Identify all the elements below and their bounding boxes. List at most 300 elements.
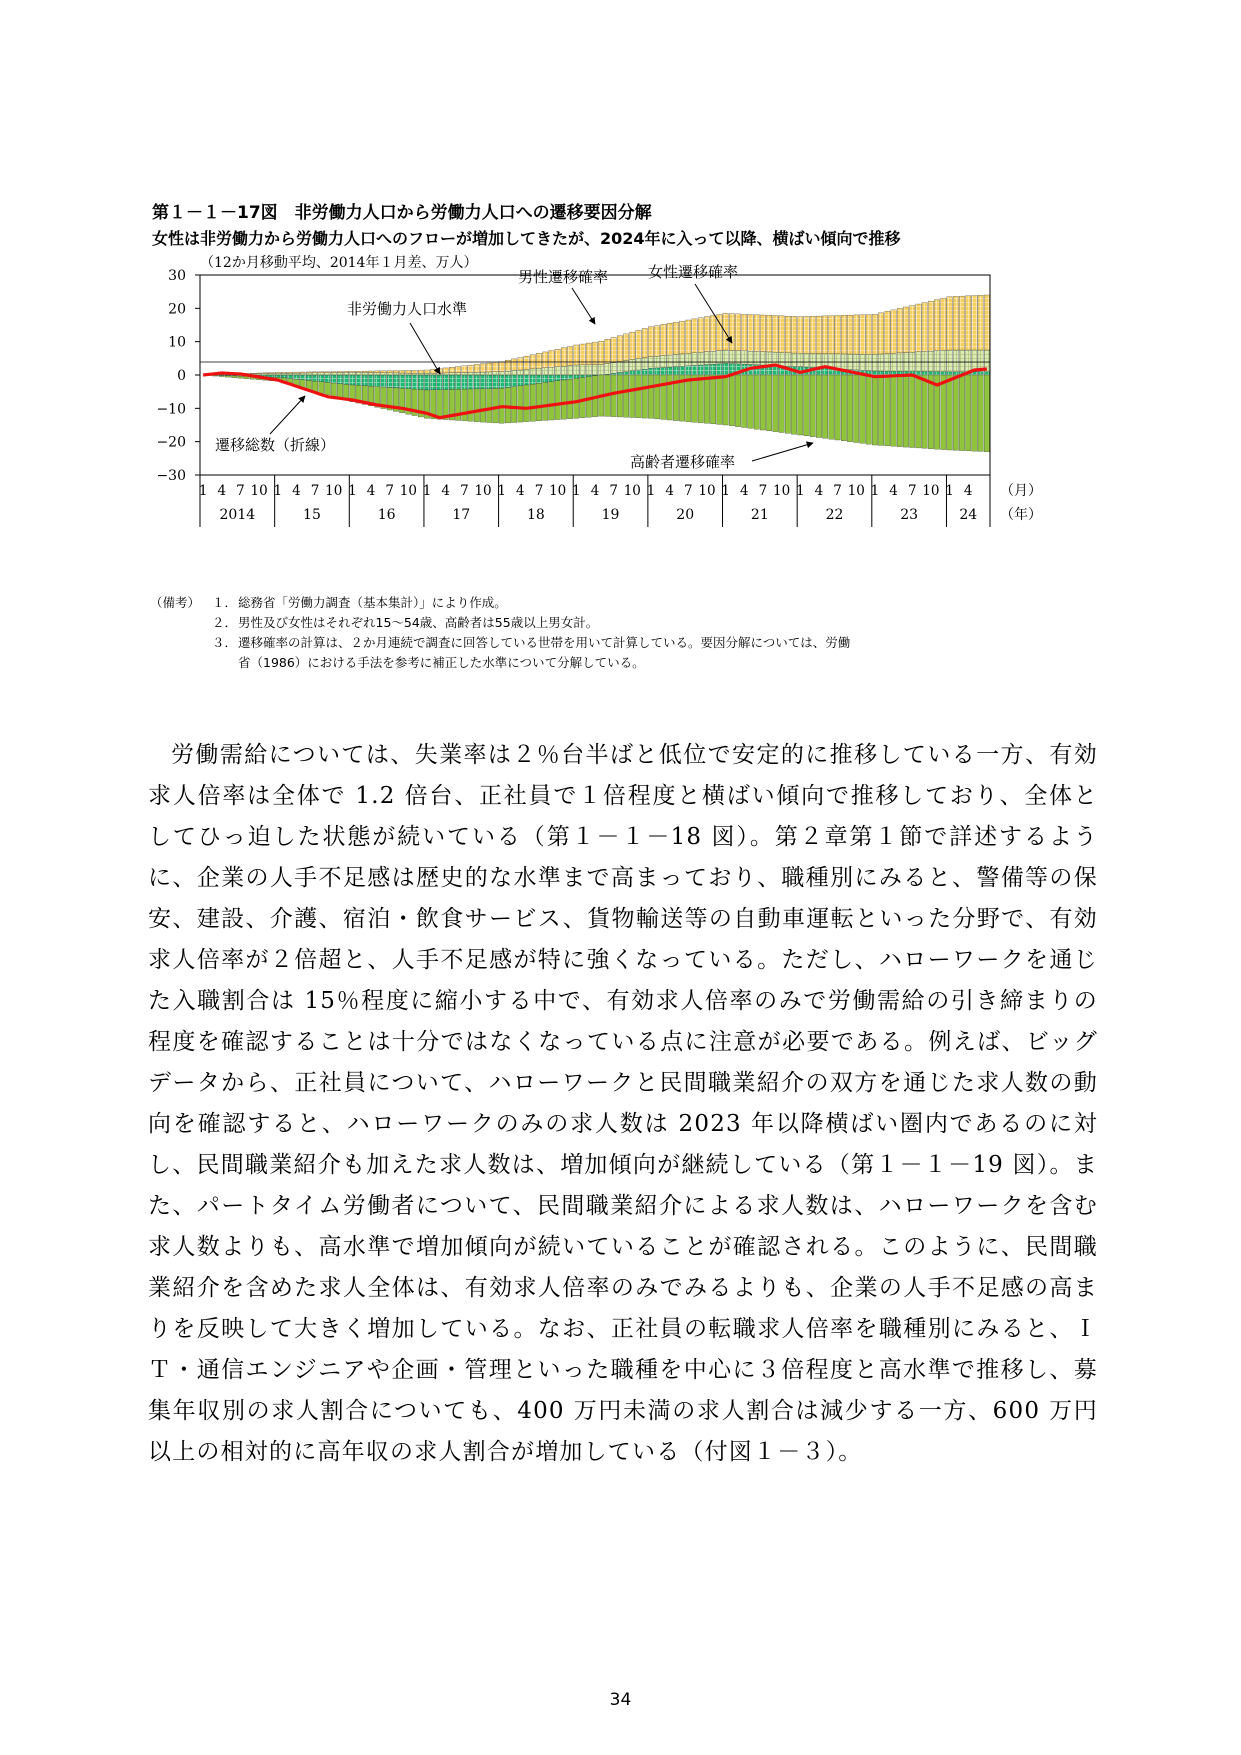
month-tick-label: 7 (684, 483, 693, 499)
elderly-bar (804, 375, 809, 436)
male-bar (281, 373, 286, 375)
female-bar (829, 316, 834, 354)
male-bar (779, 353, 784, 366)
y-tick-label: 10 (168, 334, 186, 351)
figure-notes (150, 593, 1118, 673)
male-bar (866, 354, 871, 370)
male-bar (431, 373, 436, 375)
elderly-bar (580, 378, 585, 418)
elderly-bar (524, 385, 529, 422)
level-bar (704, 365, 709, 375)
male-bar (810, 354, 815, 368)
female-bar (567, 346, 572, 365)
elderly-bar (213, 375, 218, 376)
page-number: 34 (609, 1690, 632, 1710)
female-bar (250, 373, 255, 374)
month-tick-label: 7 (385, 483, 395, 499)
level-bar (717, 364, 722, 375)
female-bar (941, 298, 946, 350)
level-bar (928, 372, 933, 376)
elderly-bar (518, 386, 523, 422)
elderly-bar (319, 382, 324, 393)
level-bar (692, 365, 697, 375)
female-bar (910, 306, 915, 353)
level-bar (331, 375, 336, 383)
level-bar (511, 375, 516, 387)
elderly-bar (238, 376, 243, 378)
level-bar (480, 375, 485, 389)
male-bar (667, 355, 672, 367)
elderly-bar (972, 375, 977, 451)
female-bar (723, 313, 728, 350)
female-bar (623, 334, 628, 361)
elderly-bar (729, 375, 734, 426)
month-tick-label: 1 (795, 483, 805, 499)
month-tick-label: 10 (922, 483, 940, 499)
level-bar (306, 375, 311, 381)
elderly-bar (630, 375, 635, 418)
elderly-bar (648, 375, 653, 418)
male-bar (518, 370, 523, 375)
month-tick-label: 1 (497, 483, 506, 499)
level-bar (654, 368, 659, 375)
female-bar (885, 311, 890, 353)
month-tick-label: 10 (549, 483, 567, 499)
elderly-bar (766, 375, 771, 431)
male-bar (636, 359, 641, 370)
male-bar (760, 352, 765, 365)
level-bar (493, 375, 498, 388)
elderly-bar (984, 375, 989, 452)
level-bar (636, 370, 641, 375)
elderly-bar (623, 375, 628, 417)
month-tick-label: 4 (366, 483, 376, 499)
level-bar (455, 375, 460, 389)
male-bar (723, 350, 728, 363)
chart-unit-note: （12か月移動平均、2014年１月差、万人） (200, 255, 478, 271)
female-bar (630, 332, 635, 360)
elderly-bar (903, 375, 908, 447)
body-paragraph-container (148, 735, 1098, 1473)
level-bar (984, 372, 989, 375)
level-bar (623, 372, 628, 375)
label-male: 男性遷移確率 (518, 268, 609, 286)
month-tick-label: 4 (516, 483, 525, 499)
male-bar (263, 374, 268, 375)
male-bar (642, 358, 647, 370)
male-bar (331, 373, 336, 375)
female-bar (810, 316, 815, 353)
level-bar (462, 375, 467, 389)
male-bar (947, 350, 952, 372)
month-tick-label: 1 (870, 483, 880, 499)
elderly-bar (617, 375, 622, 417)
elderly-bar (822, 375, 827, 438)
male-bar (412, 373, 417, 375)
elderly-bar (860, 375, 865, 443)
month-tick-label: 7 (310, 483, 320, 499)
female-bar (947, 297, 952, 350)
female-bar (804, 316, 809, 353)
female-bar (294, 372, 299, 373)
level-bar (356, 375, 361, 385)
level-bar (922, 371, 927, 375)
male-bar (611, 363, 616, 374)
elderly-bar (723, 375, 728, 425)
female-bar (549, 351, 554, 368)
level-bar (431, 375, 436, 390)
elderly-bar (654, 375, 659, 419)
female-bar (754, 315, 759, 352)
label-female: 女性遷移確率 (648, 263, 739, 281)
elderly-bar (474, 389, 479, 422)
level-bar (822, 368, 827, 375)
male-bar (686, 353, 691, 366)
female-bar (343, 371, 348, 372)
elderly-bar (878, 375, 883, 445)
female-bar (710, 316, 715, 352)
female-bar (866, 315, 871, 355)
elderly-bar (835, 375, 840, 440)
male-bar (493, 372, 498, 375)
female-bar (698, 318, 703, 352)
female-bar (966, 296, 971, 350)
male-bar (505, 371, 510, 375)
level-bar (723, 363, 728, 375)
male-bar (816, 354, 821, 368)
male-bar (928, 351, 933, 371)
elderly-bar (754, 375, 759, 429)
body-paragraph: 労働需給については、失業率は２％台半ばと低位で安定的に推移している一方、有効求人倍率は全体で 1.2 倍台、正社員で１倍程度と横ばい傾向で推移しており、全体としてひっ迫した状態が続いている（第１－１－18 図）。第２章第１節で詳述するように、企業の人手不足感は歴史的な水準まで高まっており、職種別にみると、警備等の保安、建設、介護、宿泊・飲食サービス、貨物輸送等の自動車運転といった分野で、有効求人倍率が２倍超と、人手不足感が特に強くなっている。ただし、ハローワークを通じた入職割合は 15％程度に縮小する中で、有効求人倍率のみで労働需給の引き締まりの程度を確認することは十分ではなくなっている点に注意が必要である。例えば、ビッグデータから、正社員について、ハローワークと民間職業紹介の双方を通じた求人数の動向を確認すると、ハローワークのみの求人数は 2023 年以降横ばい圏内であるのに対し、民間職業紹介も加えた求人数は、増加傾向が継続している（第１－１－19 図）。また、パートタイム労働者について、民間職業紹介による求人数は、ハローワークを含む求人数よりも、高水準で増加傾向が続いていることが確認される。このように、民間職業紹介を含めた求人全体は、有効求人倍率のみでみるよりも、企業の人手不足感の高まりを反映して大きく増加している。なお、正社員の転職求人倍率を職種別にみると、ＩＴ・通信エンジニアや企画・管理といった職種を中心に３倍程度と高水準で推移し、募集年収別の求人割合についても、400 万円未満の求人割合は減少する一方、600 万円以上の相対的に高年収の求人割合が増加している（付図１－３）。 (148, 742, 1098, 1465)
female-bar (256, 373, 261, 374)
level-bar (941, 372, 946, 375)
level-bar (555, 375, 560, 381)
female-bar (822, 316, 827, 354)
month-tick-label: 4 (665, 483, 674, 499)
note-number: ３． (212, 635, 238, 650)
month-tick-label: 1 (945, 483, 954, 499)
year-tick-label: 2014 (219, 507, 256, 523)
male-bar (343, 372, 348, 375)
elderly-bar (487, 389, 492, 423)
elderly-bar (493, 388, 498, 422)
female-bar (748, 314, 753, 351)
male-bar (567, 366, 572, 375)
elderly-bar (897, 375, 902, 447)
male-bar (804, 353, 809, 367)
figure-title: 第１－１－17図 非労働力人口から労働力人口への遷移要因分解 (152, 203, 652, 223)
female-bar (412, 370, 417, 373)
female-bar (350, 371, 355, 372)
month-tick-label: 4 (441, 483, 451, 499)
female-bar (300, 372, 305, 373)
female-bar (331, 372, 336, 373)
male-bar (418, 373, 423, 375)
female-bar (673, 322, 678, 354)
level-bar (878, 371, 883, 375)
female-bar (605, 339, 610, 363)
female-bar (368, 371, 373, 373)
note-text: 総務省「労働力調査（基本集計）」により作成。 (238, 595, 507, 610)
month-tick-label: 7 (460, 483, 469, 499)
level-bar (536, 375, 541, 383)
elderly-bar (928, 375, 933, 449)
male-bar (648, 357, 653, 369)
y-tick-label: 0 (177, 368, 186, 384)
arrow-male (572, 288, 595, 324)
elderly-bar (910, 375, 915, 448)
arrow-elderly (752, 443, 813, 461)
y-tick-label: 20 (168, 301, 186, 318)
female-bar (654, 326, 659, 357)
female-bar (729, 314, 734, 351)
level-bar (393, 375, 398, 388)
x-unit-month: （月） (1000, 483, 1042, 499)
male-bar (766, 352, 771, 365)
elderly-bar (810, 375, 815, 437)
month-tick-label: 10 (698, 483, 716, 499)
male-bar (673, 354, 678, 366)
female-bar (972, 296, 977, 350)
year-tick-label: 24 (959, 507, 978, 523)
elderly-bar (891, 375, 896, 446)
elderly-bar (480, 389, 485, 422)
elderly-bar (686, 375, 691, 422)
level-bar (281, 375, 286, 378)
female-bar (263, 373, 268, 374)
level-bar (642, 369, 647, 375)
year-tick-label: 19 (601, 507, 620, 523)
male-bar (704, 352, 709, 365)
elderly-bar (536, 383, 541, 421)
female-bar (375, 371, 380, 373)
arrow-total (270, 396, 305, 434)
elderly-bar (468, 389, 473, 421)
month-tick-label: 7 (534, 483, 544, 499)
level-bar (978, 372, 983, 375)
female-bar (617, 336, 622, 362)
male-bar (393, 373, 398, 375)
elderly-bar (847, 375, 852, 442)
female-bar (891, 310, 896, 353)
elderly-bar (661, 375, 666, 419)
elderly-bar (555, 381, 560, 420)
year-tick-label: 20 (676, 507, 695, 523)
year-tick-label: 16 (377, 507, 396, 523)
elderly-bar (337, 384, 342, 399)
female-bar (766, 315, 771, 352)
level-bar (586, 375, 591, 377)
female-bar (916, 304, 921, 352)
female-bar (269, 373, 274, 374)
male-bar (356, 372, 361, 375)
elderly-bar (922, 375, 927, 448)
male-bar (487, 372, 492, 375)
elderly-bar (530, 384, 535, 421)
level-bar (412, 375, 417, 389)
female-bar (518, 358, 523, 371)
male-bar (275, 373, 280, 375)
month-tick-label: 10 (847, 483, 865, 499)
male-bar (748, 351, 753, 364)
male-bar (561, 366, 566, 375)
male-bar (287, 373, 292, 375)
female-bar (275, 372, 280, 373)
female-bar (468, 365, 473, 372)
elderly-bar (219, 376, 224, 377)
level-bar (543, 375, 548, 383)
elderly-bar (872, 375, 877, 445)
female-bar (599, 341, 604, 364)
male-bar (549, 367, 554, 375)
elderly-bar (567, 379, 572, 419)
month-tick-label: 7 (907, 483, 917, 499)
level-bar (710, 364, 715, 375)
elderly-bar (717, 375, 722, 424)
elderly-bar (325, 382, 330, 394)
elderly-bar (773, 375, 778, 432)
notes-label: （備考） (150, 595, 201, 610)
transition-factor-chart (140, 250, 1100, 590)
male-bar (530, 369, 535, 375)
female-bar (841, 315, 846, 354)
month-tick-label: 4 (217, 483, 227, 499)
female-bar (561, 348, 566, 366)
level-bar (698, 365, 703, 375)
level-bar (549, 375, 554, 382)
male-bar (381, 373, 386, 375)
female-bar (399, 370, 404, 373)
month-tick-label: 1 (198, 483, 208, 499)
elderly-bar (232, 376, 237, 378)
level-bar (611, 373, 616, 375)
male-bar (692, 353, 697, 366)
elderly-bar (505, 388, 510, 423)
level-bar (424, 375, 429, 390)
level-bar (499, 375, 504, 388)
level-bar (953, 372, 958, 375)
elderly-bar (692, 375, 697, 422)
y-tick-label: −20 (156, 434, 186, 451)
y-tick-label: 30 (168, 268, 186, 284)
male-bar (580, 365, 585, 375)
month-tick-label: 4 (963, 483, 973, 499)
elderly-bar (574, 378, 579, 418)
female-bar (536, 353, 541, 368)
bars-layer (207, 295, 990, 452)
male-bar (661, 356, 666, 368)
elderly-bar (710, 375, 715, 424)
female-bar (667, 323, 672, 355)
elderly-bar (611, 375, 616, 417)
male-bar (350, 372, 355, 375)
male-bar (543, 368, 548, 375)
level-bar (679, 366, 684, 375)
female-bar (393, 371, 398, 373)
month-tick-label: 10 (250, 483, 268, 499)
elderly-bar (462, 389, 467, 421)
elderly-bar (953, 375, 958, 450)
male-bar (754, 351, 759, 364)
elderly-bar (785, 375, 790, 433)
female-bar (903, 307, 908, 353)
elderly-bar (698, 375, 703, 423)
month-tick-label: 4 (889, 483, 898, 499)
elderly-bar (437, 390, 442, 419)
male-bar (586, 365, 591, 375)
elderly-bar (760, 375, 765, 430)
month-tick-label: 10 (399, 483, 417, 499)
level-bar (872, 371, 877, 375)
elderly-bar (642, 375, 647, 418)
elderly-bar (916, 375, 921, 448)
female-bar (878, 313, 883, 354)
male-bar (455, 373, 460, 375)
female-bar (984, 295, 989, 350)
month-tick-label: 4 (814, 483, 824, 499)
y-tick-label: −30 (156, 468, 186, 484)
note-text-continued: 省（1986）における手法を参考に補正した水準について分解している。 (238, 655, 645, 670)
female-bar (312, 372, 317, 373)
male-bar (959, 350, 964, 372)
note-number: １． (212, 595, 238, 610)
elderly-bar (704, 375, 709, 423)
female-bar (406, 370, 411, 373)
female-bar (511, 359, 516, 371)
label-level: 非労働力人口水準 (347, 300, 468, 318)
level-bar (269, 375, 274, 377)
male-bar (462, 373, 467, 376)
male-bar (835, 354, 840, 369)
elderly-bar (941, 375, 946, 450)
male-bar (468, 372, 473, 375)
level-bar (916, 371, 921, 375)
female-bar (418, 370, 423, 373)
level-bar (530, 375, 535, 384)
y-axis (156, 268, 200, 484)
month-tick-label: 10 (773, 483, 791, 499)
male-bar (300, 373, 305, 375)
female-bar (381, 371, 386, 373)
level-bar (443, 375, 448, 390)
month-tick-label: 10 (623, 483, 641, 499)
level-bar (368, 375, 373, 386)
female-bar (686, 320, 691, 353)
elderly-bar (331, 383, 336, 397)
elderly-bar (829, 375, 834, 439)
male-bar (941, 350, 946, 371)
female-bar (854, 315, 859, 354)
month-tick-label: 1 (646, 483, 656, 499)
female-bar (462, 366, 467, 373)
month-tick-label: 7 (236, 483, 245, 499)
female-bar (306, 372, 311, 373)
level-bar (337, 375, 342, 384)
female-bar (555, 349, 560, 367)
male-bar (630, 360, 635, 371)
figure-subtitle: 女性は非労働力から労働力人口へのフローが増加してきたが、2024年に入って以降、横ばい傾向で推移 (152, 229, 901, 248)
female-bar (735, 314, 740, 351)
female-bar (586, 343, 591, 365)
month-tick-label: 1 (273, 483, 283, 499)
female-bar (455, 367, 460, 373)
male-bar (592, 365, 597, 375)
elderly-bar (225, 376, 230, 377)
female-bar (281, 372, 286, 373)
male-bar (536, 368, 541, 375)
level-bar (275, 375, 280, 377)
female-bar (356, 371, 361, 372)
